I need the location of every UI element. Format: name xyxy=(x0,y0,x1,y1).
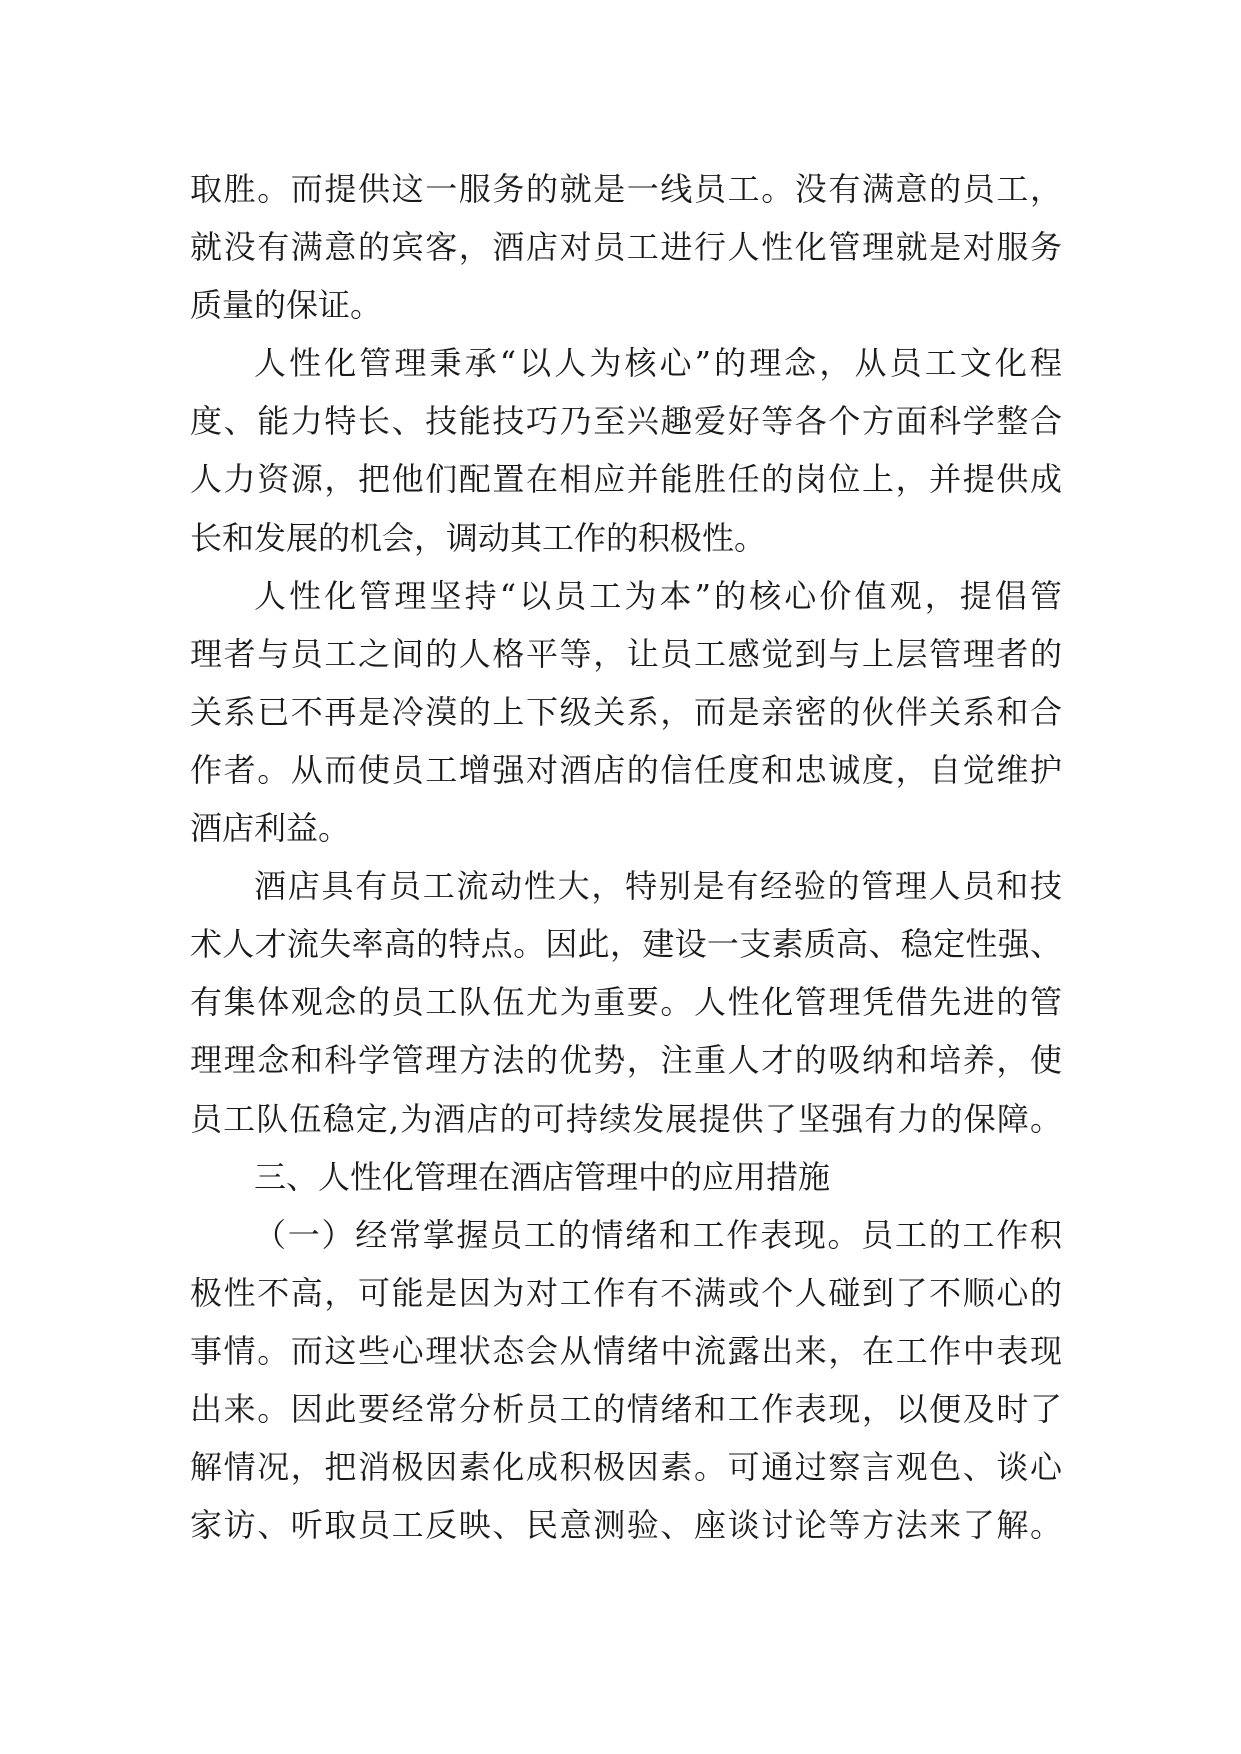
section-heading: 三、人性化管理在酒店管理中的应用措施 xyxy=(254,1157,831,1196)
paragraph-line: 就没有满意的宾客，酒店对员工进行人性化管理就是对服务 xyxy=(190,228,1062,267)
paragraph-line: 理者与员工之间的人格平等，让员工感觉到与上层管理者的 xyxy=(190,634,1062,673)
document-body xyxy=(190,160,1062,1554)
paragraph-line: （一）经常掌握员工的情绪和工作表现。员工的工作积 xyxy=(254,1215,1062,1254)
paragraph-line: 术人才流失率高的特点。因此，建设一支素质高、稳定性强、 xyxy=(190,925,1062,964)
paragraph-line: 取胜。而提供这一服务的就是一线员工。没有满意的员工， xyxy=(190,170,1062,208)
paragraph-line: 人力资源，把他们配置在相应并能胜任的岗位上，并提供成 xyxy=(190,460,1062,499)
paragraph-line: 有集体观念的员工队伍尤为重要。人性化管理凭借先进的管 xyxy=(190,983,1062,1022)
paragraph-line: 人性化管理坚持“以员工为本”的核心价值观，提倡管 xyxy=(254,576,1062,615)
paragraph-line: 极性不高，可能是因为对工作有不满或个人碰到了不顺心的 xyxy=(190,1273,1062,1312)
paragraph-line: 酒店利益。 xyxy=(190,809,351,848)
paragraph-line: 酒店具有员工流动性大，特别是有经验的管理人员和技 xyxy=(254,867,1062,906)
paragraph-line: 员工队伍稳定,为酒店的可持续发展提供了坚强有力的保障。 xyxy=(190,1099,1062,1138)
paragraph-line: 作者。从而使员工增强对酒店的信任度和忠诚度，自觉维护 xyxy=(190,750,1062,789)
paragraph-line: 事情。而这些心理状态会从情绪中流露出来，在工作中表现 xyxy=(190,1331,1062,1370)
paragraph-line: 质量的保证。 xyxy=(190,286,383,325)
paragraph-line: 出来。因此要经常分析员工的情绪和工作表现，以便及时了 xyxy=(190,1389,1062,1428)
paragraph-line: 解情况，把消极因素化成积极因素。可通过察言观色、谈心 xyxy=(190,1448,1062,1487)
paragraph-line: 家访、听取员工反映、民意测验、座谈讨论等方法来了解。 xyxy=(190,1506,1062,1545)
paragraph-line: 关系已不再是冷漠的上下级关系，而是亲密的伙伴关系和合 xyxy=(190,692,1062,731)
paragraph-line: 度、能力特长、技能技巧乃至兴趣爱好等各个方面科学整合 xyxy=(190,402,1062,441)
paragraph-line: 长和发展的机会，调动其工作的积极性。 xyxy=(190,518,767,557)
paragraph-line: 理理念和科学管理方法的优势，注重人才的吸纳和培养，使 xyxy=(190,1041,1062,1080)
paragraph-line: 人性化管理秉承“以人为核心”的理念，从员工文化程 xyxy=(254,344,1062,383)
